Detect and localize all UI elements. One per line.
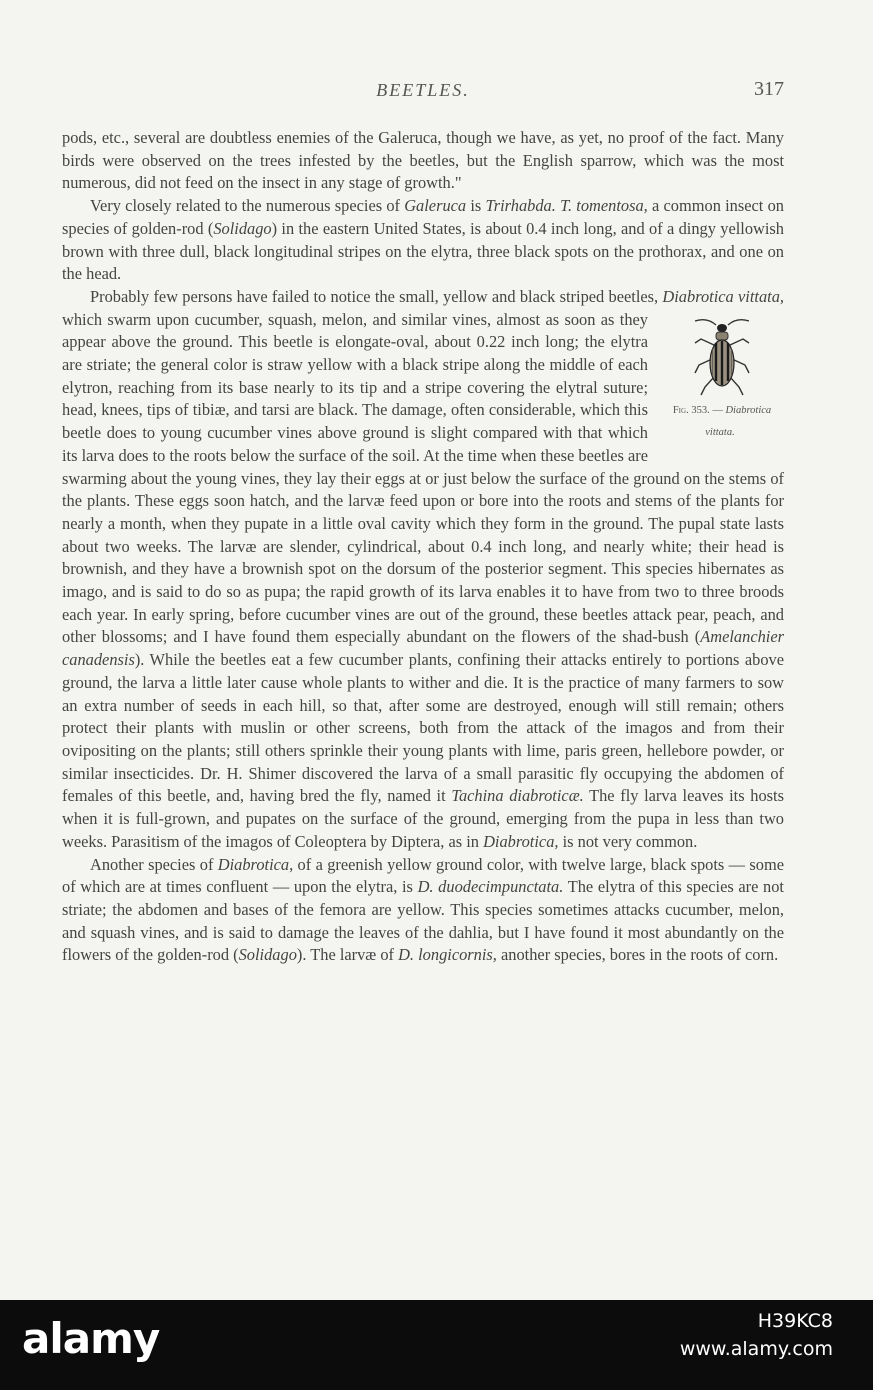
figure-caption: Fig. 353. — Diabrotica vittata.	[672, 404, 772, 439]
site-url[interactable]: www.alamy.com	[679, 1338, 833, 1360]
paragraph-2: Very closely related to the numerous species of Galeruca is Trirhabda. T. tomentosa, a common insect on species of golden-rod (Solidago) in the eastern United States, is about 0.4 inch long, and of a dingy yellowish brown with three dull, black longitudinal stripes on the elytra, three black spots on the prothorax, and one on the head.	[62, 196, 784, 284]
figure-353	[660, 315, 784, 442]
page-header	[62, 80, 784, 110]
image-id: H39KC8	[757, 1310, 833, 1332]
running-head: BEETLES.	[376, 80, 470, 100]
beetle-illustration	[687, 315, 757, 397]
page-number: 317	[754, 78, 784, 100]
paragraph-4: Another species of Diabrotica, of a greenish yellow ground color, with twelve large, black spots — some of which are at times confluent — upon the elytra, is D. duodecimpunctata. The elytra of this species are not striate; the abdomen and bases of the femora are yellow. This species sometimes attacks cucumber, melon, and squash vines, and is said to damage the leaves of the dahlia, but I have found it most abundantly on the flowers of the golden-rod (Solidago). The larvæ of D. longicornis, another species, bores in the roots of corn.	[62, 854, 784, 965]
paragraph-1: pods, etc., several are doubtless enemies of the Galeruca, though we have, as yet, no proof of the fact. Many birds were observed on the trees infested by the beetles, but the English sparrow, which was the most numerous, did not feed on the insect in any stage of growth."	[62, 128, 784, 193]
alamy-logo: alamy	[22, 1314, 160, 1363]
body-text	[62, 127, 784, 967]
paragraph-3: Probably few persons have failed to notice the small, yellow and black striped beetles, Diabrotica vittata, Fig. 353. — Diabrotica vittata. which swarm upon cucumber, squash, melon, and similar vines, almost as soon as they appear above the ground. This beetle is elongate-oval, about 0.22 inch long; the elytra are striate; the general color is straw yellow with a black stripe along the middle of each elytron, reaching from its base nearly to its tip and a stripe covering the elytral suture; head, knees, tips of tibiæ, and tarsi are black. The damage, often considerable, which this beetle does to young cucumber vines above ground is slight compared with that which its larva does to the roots below the surface of the soil. At the time when these beetles are swarming about the young vines, they lay their eggs at or just below the surface of the ground on the stems of the plants. These eggs soon hatch, and the larvæ feed upon or bore into the roots and stems of the plants for nearly a month, when they pupate in a little oval cavity which they form in the ground. The pupal state lasts about two weeks. The larvæ are slender, cylindrical, about 0.4 inch long, and nearly white; their head is brownish, and they have a brownish spot on the dorsum of the posterior segment. This species hibernates as imago, and is said to do so as pupa; the rapid growth of its larva enables it to have from two to three broods each year. In early spring, before cucumber vines are out of the ground, these beetles attack pear, peach, and other blossoms; and I have found them especially abundant on the flowers of the shad-bush (Amelanchier canadensis). While the beetles eat a few cucumber plants, confining their attacks entirely to portions above ground, the larva a little later cause whole plants to wither and die. It is the practice of many farmers to sow an extra number of seeds in each hill, so that, after some are destroyed, enough will still remain; others protect their plants with muslin or other screens, both from the attack of the imagos and from their ovipositing on the plants; still others sprinkle their young plants with lime, paris green, hellebore powder, or similar insecticides. Dr. H. Shimer discovered the larva of a small parasitic fly occupying the abdomen of females of this beetle, and, having bred the fly, named it Tachina diabroticæ. The fly larva leaves its hosts when it is full-grown, and pupates on the surface of the ground, emerging from the pupa in less than two weeks. Parasitism of the imagos of Coleoptera by Diptera, as in Diabrotica, is not very common.	[62, 286, 784, 851]
stock-footer-bar	[0, 1300, 873, 1390]
